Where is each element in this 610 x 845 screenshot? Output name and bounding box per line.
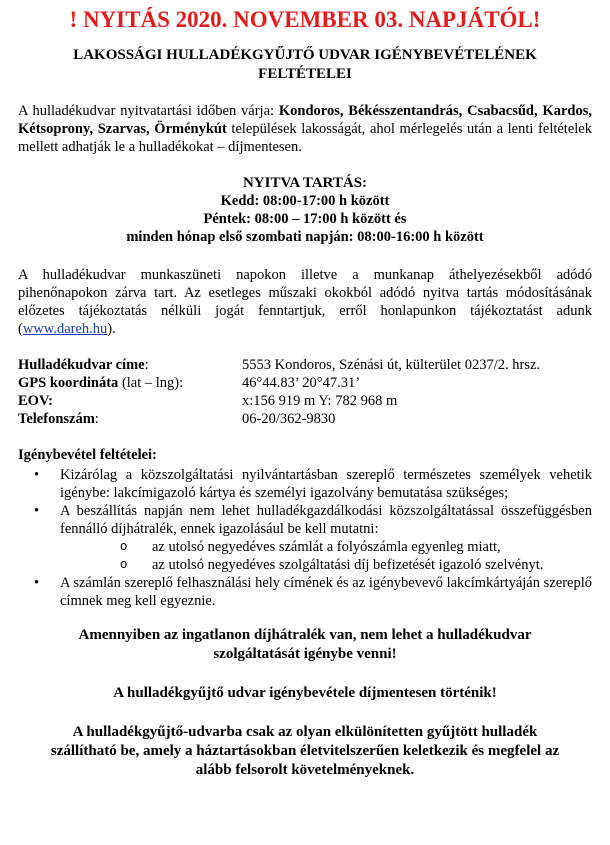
info-row-eov [18,392,592,410]
hours-saturday: minden hónap első szombati napján: 08:00-16:00 h között [126,229,484,245]
website-link[interactable]: www.dareh.hu [22,321,108,337]
subtitle-line-1: LAKOSSÁGI HULLADÉKGYŰJTŐ UDVAR IGÉNYBEVÉTELÉNEK [73,47,537,63]
hours-friday: Péntek: 08:00 – 17:00 h között és [203,211,407,227]
closure-end: ). [107,321,116,337]
requirement-item: • Kizárólag a közszolgáltatási nyilvántartásban szereplő természetes személyek vehetik igénybe: lakcímigazoló kártya és személyi igazolvány bemutatása szükséges; [18,466,592,502]
eov-value: x:156 919 m Y: 782 968 m [242,393,398,409]
requirement-item: • A beszállítás napján nem lehet hulladékgazdálkodási közszolgáltatással összefüggésben fennálló díjhátralék, ennek igazolásául be kell mutatni: o az utolsó negyedéves számlát a folyószámla egyenleg miatt, o az utolsó negyedéves szolgáltatási díj befizetését igazoló szelvényt. [18,502,592,574]
intro-towns: Kondoros, Békésszentandrás, Csabacsűd, Kardos, Kétsoprony, Szarvas, Örménykút [18,103,592,137]
info-row-phone [18,410,592,428]
debt-warning: Amennyiben az ingatlanon díjhátralék van, nem lehet a hulladékudvar szolgáltatását igénybe venni! [78,627,532,662]
closure-text: A hulladékudvar munkaszüneti napokon illetve a munkanap áthelyezésekből adódó pihenőnapokon zárva tart. Az esetleges műszaki okokból adódó nyitva tartás módosításának előzetes tájékoztatás nélküli jogát fenntartjuk, erről honlapunkon tájékoztatást adunk ( [18,267,592,337]
info-row-address [18,356,592,374]
requirement-sublist [60,538,592,574]
gps-label-extra: (lat – lng): [118,375,184,391]
opening-headline: ! NYITÁS 2020. NOVEMBER 03. NAPJÁTÓL! [69,7,541,32]
requirements-list [18,466,592,610]
gps-value: 46°44.83’ 20°47.31’ [242,375,361,391]
opening-hours-title: NYITVA TARTÁS: [242,175,368,191]
requirement-item: • A számlán szereplő felhasználási hely címének és az igénybevevő lakcímkártyáján szereplő címnek meg kell egyeznie. [18,574,592,610]
address-label: Hulladékudvar címe [18,357,145,373]
document-subtitle [18,46,592,84]
opening-hours [18,174,592,246]
requirement-subitem: o az utolsó negyedéves szolgáltatási díj befizetését igazoló szelvényt. [60,556,592,574]
requirements-title: Igénybevétel feltételei: [18,447,157,463]
phone-label: Telefonszám [18,411,95,427]
eov-label: EOV: [18,393,53,409]
info-row-gps [18,374,592,392]
contact-info [18,356,592,428]
phone-label-colon: : [94,411,99,427]
intro-after: települések lakosságát, ahol mérlegelés után a lenti feltételek mellett adhatják le a hulladékokat – díjmentesen. [18,121,592,155]
free-of-charge-note: A hulladékgyűjtő udvar igénybevétele díjmentesen történik! [113,685,497,701]
address-value: 5553 Kondoros, Szénási út, külterület 0237/2. hrsz. [242,357,541,373]
subtitle-line-2: FELTÉTELEI [258,66,352,82]
gps-label: GPS koordináta [18,375,119,391]
waste-acceptance-note: A hulladékgyűjtő-udvarba csak az olyan elkülönítetten gyűjtött hulladék szállítható be, amely a háztartásokban életvitelszerűen keletkezik és megfelel az alább felsorolt követelményeknek. [50,724,560,778]
closure-paragraph [18,266,592,338]
phone-value: 06-20/362-9830 [242,411,336,427]
hours-tuesday: Kedd: 08:00-17:00 h között [220,193,390,209]
address-label-colon: : [144,357,149,373]
requirement-subitem: o az utolsó negyedéves számlát a folyószámla egyenleg miatt, [60,538,592,556]
intro-before: A hulladékudvar nyitvatartási időben várja: [18,103,279,119]
intro-paragraph [18,102,592,156]
